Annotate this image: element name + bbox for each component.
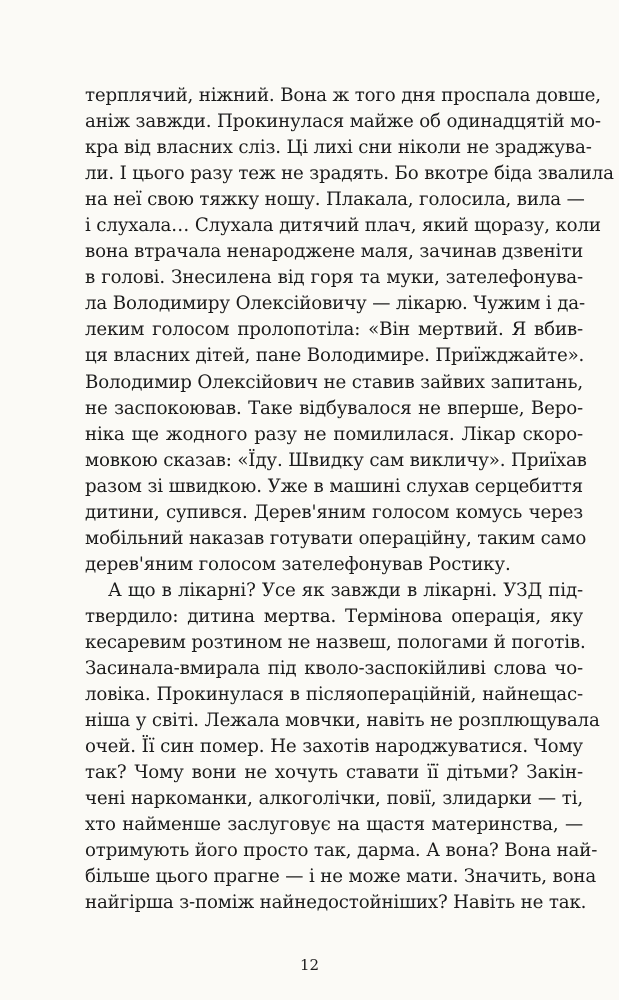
text-line: ніка ще жодного разу не помилилася. Лікар скоро- xyxy=(85,423,583,445)
page-number: 12 xyxy=(299,956,320,974)
body-text xyxy=(85,83,614,917)
text-line: ловіка. Прокинулася в післяопераційній, найнещас- xyxy=(85,684,583,706)
text-line: в голові. Знесилена від горя та муки, зателефонува- xyxy=(85,267,583,289)
text-line: ніша у світі. Лежала мовчки, навіть не розплющувала xyxy=(85,710,600,732)
text-line: найгірша з-поміж найнедостойніших? Навіть не так. xyxy=(85,892,587,914)
text-line: твердило: дитина мертва. Термінова операція, яку xyxy=(85,605,583,627)
text-line: ла Володимиру Олексійовичу — лікарю. Чужим і да- xyxy=(85,293,585,315)
text-line: ця власних дітей, пане Володимире. Приїжджайте». xyxy=(85,345,585,367)
paragraph xyxy=(85,578,600,917)
text-line: кесаревим розтином не назвеш, пологами й поготів. xyxy=(85,631,586,653)
text-line: чені наркоманки, алкоголічки, повії, злидарки — ті, xyxy=(85,788,583,810)
text-line: леким голосом пролопотіла: «Він мертвий. Я вбив- xyxy=(85,319,583,341)
text-line: мовкою сказав: «Їду. Швидку сам викличу». Приїхав xyxy=(85,449,587,471)
text-line: хто найменше заслуговує на щастя материнства, — xyxy=(85,814,583,836)
text-line: не заспокоював. Таке відбувалося не вперше, Веро- xyxy=(85,397,583,419)
text-line: ли. І цього разу теж не зрадять. Бо вкотре біда звалила xyxy=(85,163,614,185)
text-line: вона втрачала ненароджене маля, зачинав дзвеніти xyxy=(85,241,584,263)
text-line: Володимир Олексійович не ставив зайвих запитань, xyxy=(85,371,583,393)
text-line: А що в лікарні? Усе як завжди в лікарні. УЗД під- xyxy=(108,579,583,601)
text-line: очей. Її син помер. Не захотів народжуватися. Чому xyxy=(85,736,583,758)
text-line: на неї свою тяжку ношу. Плакала, голосила, вила — xyxy=(85,189,585,211)
text-line: дитини, супився. Дерев'яним голосом комусь через xyxy=(85,501,583,523)
text-line: більше цього прагне — і не може мати. Значить, вона xyxy=(85,866,597,888)
text-line: отримують його просто так, дарма. А вона? Вона най- xyxy=(85,840,598,862)
text-line: дерев'яним голосом зателефонував Ростику. xyxy=(85,553,511,575)
text-line: так? Чому вони не хочуть ставати її дітьми? Закін- xyxy=(85,762,583,784)
text-line: аніж завжди. Прокинулася майже об одинадцятій мо- xyxy=(85,111,601,133)
text-line: разом зі швидкою. Уже в машині слухав серцебиття xyxy=(85,475,583,497)
paragraph xyxy=(85,83,614,578)
text-line: і слухала… Слухала дитячий плач, який щоразу, коли xyxy=(85,215,601,237)
text-line: Засинала-вмирала під кволо-заспокійливі слова чо- xyxy=(85,658,583,680)
text-line: мобільний наказав готувати операційну, таким само xyxy=(85,527,587,549)
text-line: кра від власних сліз. Ці лихі сни ніколи не зраджува- xyxy=(85,137,592,159)
text-line: терплячий, ніжний. Вона ж того дня проспала довше, xyxy=(85,85,601,106)
